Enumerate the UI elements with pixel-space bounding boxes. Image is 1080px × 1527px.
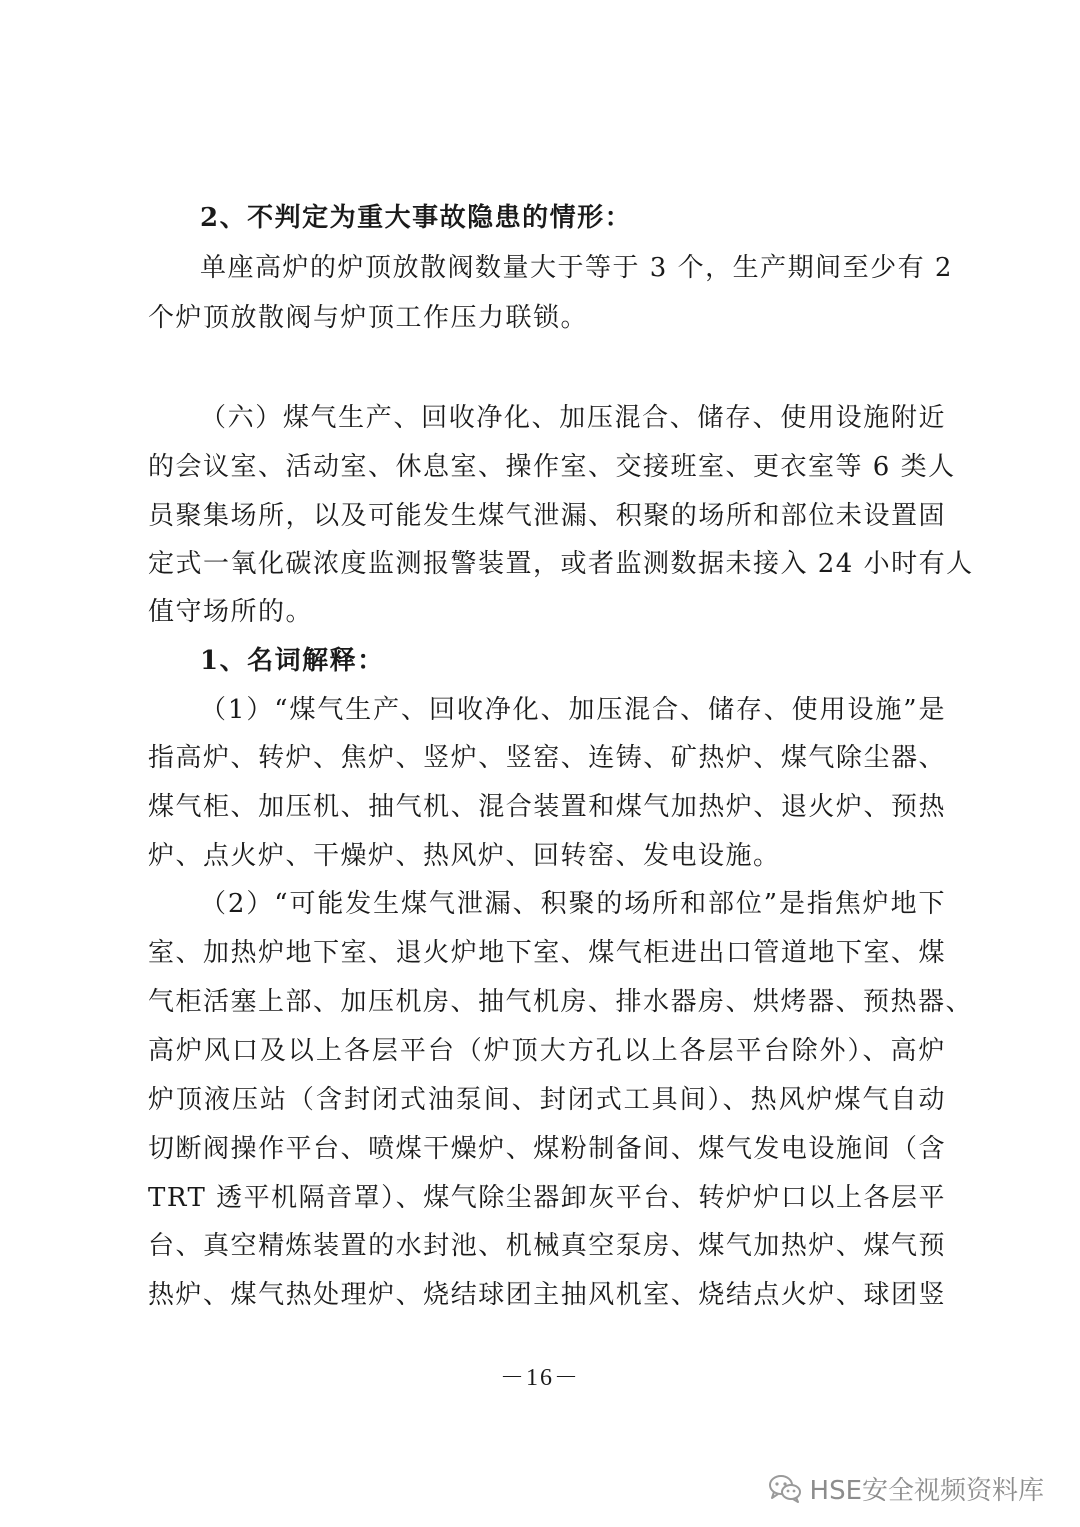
paragraph-line: 定式一氧化碳浓度监测报警装置，或者监测数据未接入 24 小时有人 [148, 549, 974, 579]
page-number: －16－ [500, 1365, 580, 1391]
watermark-text: HSE安全视频资料库 [809, 1475, 1044, 1506]
paragraph-line: 热炉、煤气热处理炉、烧结球团主抽风机室、烧结点火炉、球团竖 [148, 1280, 946, 1310]
paragraph-line: 炉顶液压站（含封闭式油泵间、封闭式工具间）、热风炉煤气自动 [148, 1085, 946, 1115]
paragraph-line: （2）“可能发生煤气泄漏、积聚的场所和部位”是指焦炉地下 [200, 889, 946, 919]
paragraph-line: 煤气柜、加压机、抽气机、混合装置和煤气加热炉、退火炉、预热 [148, 792, 946, 822]
paragraph-line: 高炉风口及以上各层平台（炉顶大方孔以上各层平台除外）、高炉 [148, 1036, 946, 1066]
paragraph-line: 炉、点火炉、干燥炉、热风炉、回转窑、发电设施。 [148, 841, 781, 871]
paragraph-line: 切断阀操作平台、喷煤干燥炉、煤粉制备间、煤气发电设施间（含 [148, 1134, 946, 1164]
paragraph-line: （六）煤气生产、回收净化、加压混合、储存、使用设施附近 [200, 403, 946, 433]
paragraph-line: 值守场所的。 [148, 597, 314, 627]
paragraph-line: 台、真空精炼装置的水封池、机械真空泵房、煤气加热炉、煤气预 [148, 1231, 946, 1261]
paragraph-line: 个炉顶放散阀与炉顶工作压力联锁。 [148, 303, 589, 333]
paragraph-line: 员聚集场所，以及可能发生煤气泄漏、积聚的场所和部位未设置固 [148, 501, 946, 531]
section-heading: 1、名词解释： [200, 646, 385, 676]
paragraph-line: 的会议室、活动室、休息室、操作室、交接班室、更衣室等 6 类人 [148, 452, 956, 482]
paragraph-line: 气柜活塞上部、加压机房、抽气机房、排水器房、烘烤器、预热器、 [148, 987, 974, 1017]
paragraph-line: 室、加热炉地下室、退火炉地下室、煤气柜进出口管道地下室、煤 [148, 938, 946, 968]
paragraph-line: （1）“煤气生产、回收净化、加压混合、储存、使用设施”是 [200, 695, 946, 725]
wechat-icon [768, 1473, 802, 1503]
paragraph-line: 指高炉、转炉、焦炉、竖炉、竖窑、连铸、矿热炉、煤气除尘器、 [148, 743, 946, 773]
paragraph-line: TRT 透平机隔音罩）、煤气除尘器卸灰平台、转炉炉口以上各层平 [148, 1183, 946, 1213]
section-heading: 2、不判定为重大事故隐患的情形： [200, 203, 633, 233]
paragraph-line: 单座高炉的炉顶放散阀数量大于等于 3 个，生产期间至少有 2 [200, 253, 953, 283]
watermark [768, 1468, 1044, 1508]
